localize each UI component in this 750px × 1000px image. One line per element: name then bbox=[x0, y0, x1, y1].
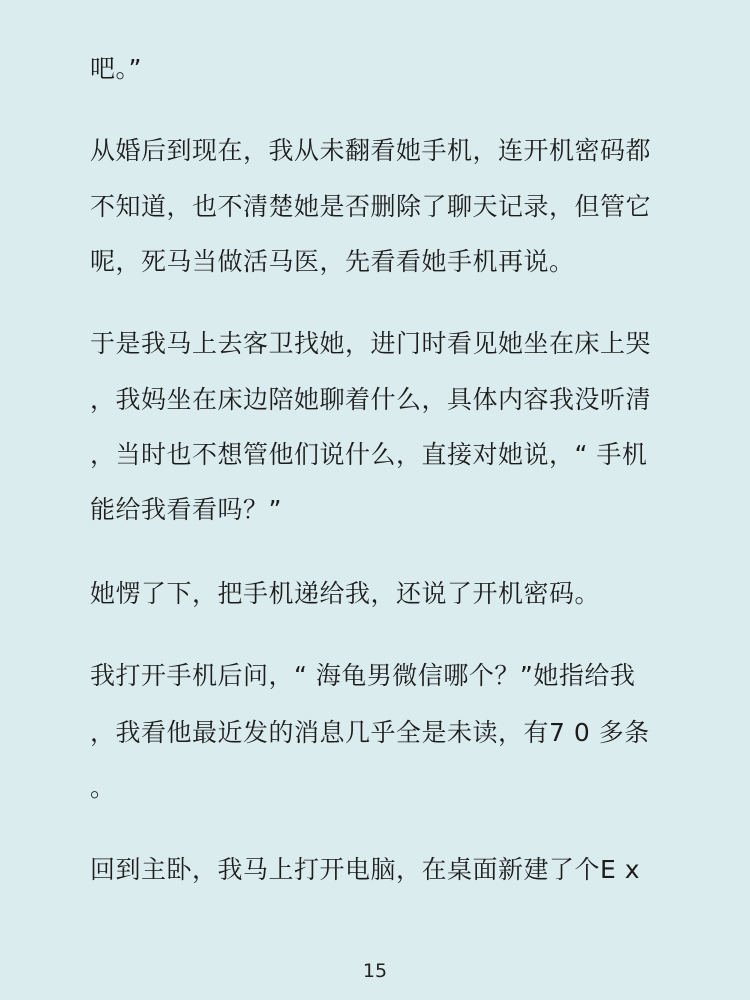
text-line: 回到主卧，我马上打开电脑，在桌面新建了个E x bbox=[90, 855, 641, 884]
page-number: 15 bbox=[362, 960, 388, 982]
text-line: 不知道，也不清楚她是否删除了聊天记录，但管它 bbox=[90, 192, 652, 221]
text-line: 吧。” bbox=[90, 54, 142, 83]
text-line: 我打开手机后问，“ 海龟男微信哪个？”她指给我 bbox=[90, 661, 636, 690]
text-line: 从婚后到现在，我从未翻看她手机，连开机密码都 bbox=[90, 136, 652, 165]
text-line: 能给我看看吗？” bbox=[90, 495, 282, 524]
text-line: 她愣了下，把手机递给我，还说了开机密码。 bbox=[90, 579, 601, 608]
text-line: 于是我马上去客卫找她，进门时看见她坐在床上哭 bbox=[90, 329, 652, 358]
text-line: 。 bbox=[90, 773, 116, 802]
text-line: ，我妈坐在床边陪她聊着什么，具体内容我没听清 bbox=[90, 385, 652, 414]
text-line: ，我看他最近发的消息几乎全是未读，有7 0 多条 bbox=[90, 718, 650, 747]
text-line: ，当时也不想管他们说什么，直接对她说，“ 手机 bbox=[90, 440, 648, 469]
text-line: 呢，死马当做活马医，先看看她手机再说。 bbox=[90, 247, 575, 276]
